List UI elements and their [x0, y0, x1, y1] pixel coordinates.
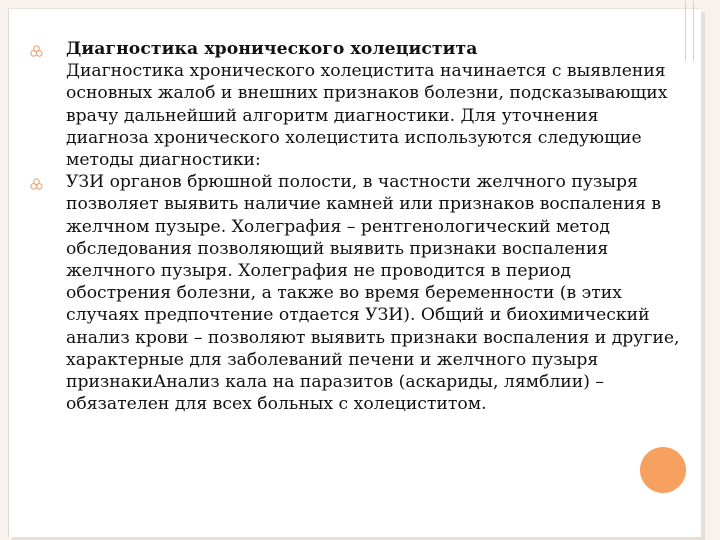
paragraph-intro: Диагностика хронического холецистита начинается с выявления основных жалоб и внешних признаков болезни, подсказывающих врачу дальнейший алгоритм диагностики. Для уточнения диагноза хронического холецистита используются следующие методы диагностики:	[66, 61, 668, 171]
decor-line	[693, 1, 694, 61]
slide-content	[30, 38, 680, 415]
petal-bullet-icon	[30, 45, 43, 58]
bullet-item-1	[30, 38, 680, 171]
petal-bullet-icon	[30, 178, 43, 191]
decor-line	[685, 1, 686, 61]
orange-circle-decoration	[640, 447, 686, 493]
paragraph-methods: УЗИ органов брюшной полости, в частности желчного пузыря позволяет выявить наличие камней или признаков воспаления в желчном пузыре. Холеграфия – рентгенологический метод обследования позволяющий выявить признаки воспаления желчного пузыря. Холеграфия не проводится в период обострения болезни, а также во время беременности (в этих случаях предпочтение отдается УЗИ). Общий и биохимический анализ крови – позволяют выявить признаки воспаления и другие, характерные для заболеваний печени и желчного пузыря признакиАнализ кала на паразитов (аскариды, лямблии) – обязателен для всех больных с холециститом.	[66, 172, 680, 415]
bullet-item-2	[30, 171, 680, 415]
slide-heading: Диагностика хронического холецистита	[66, 39, 478, 59]
